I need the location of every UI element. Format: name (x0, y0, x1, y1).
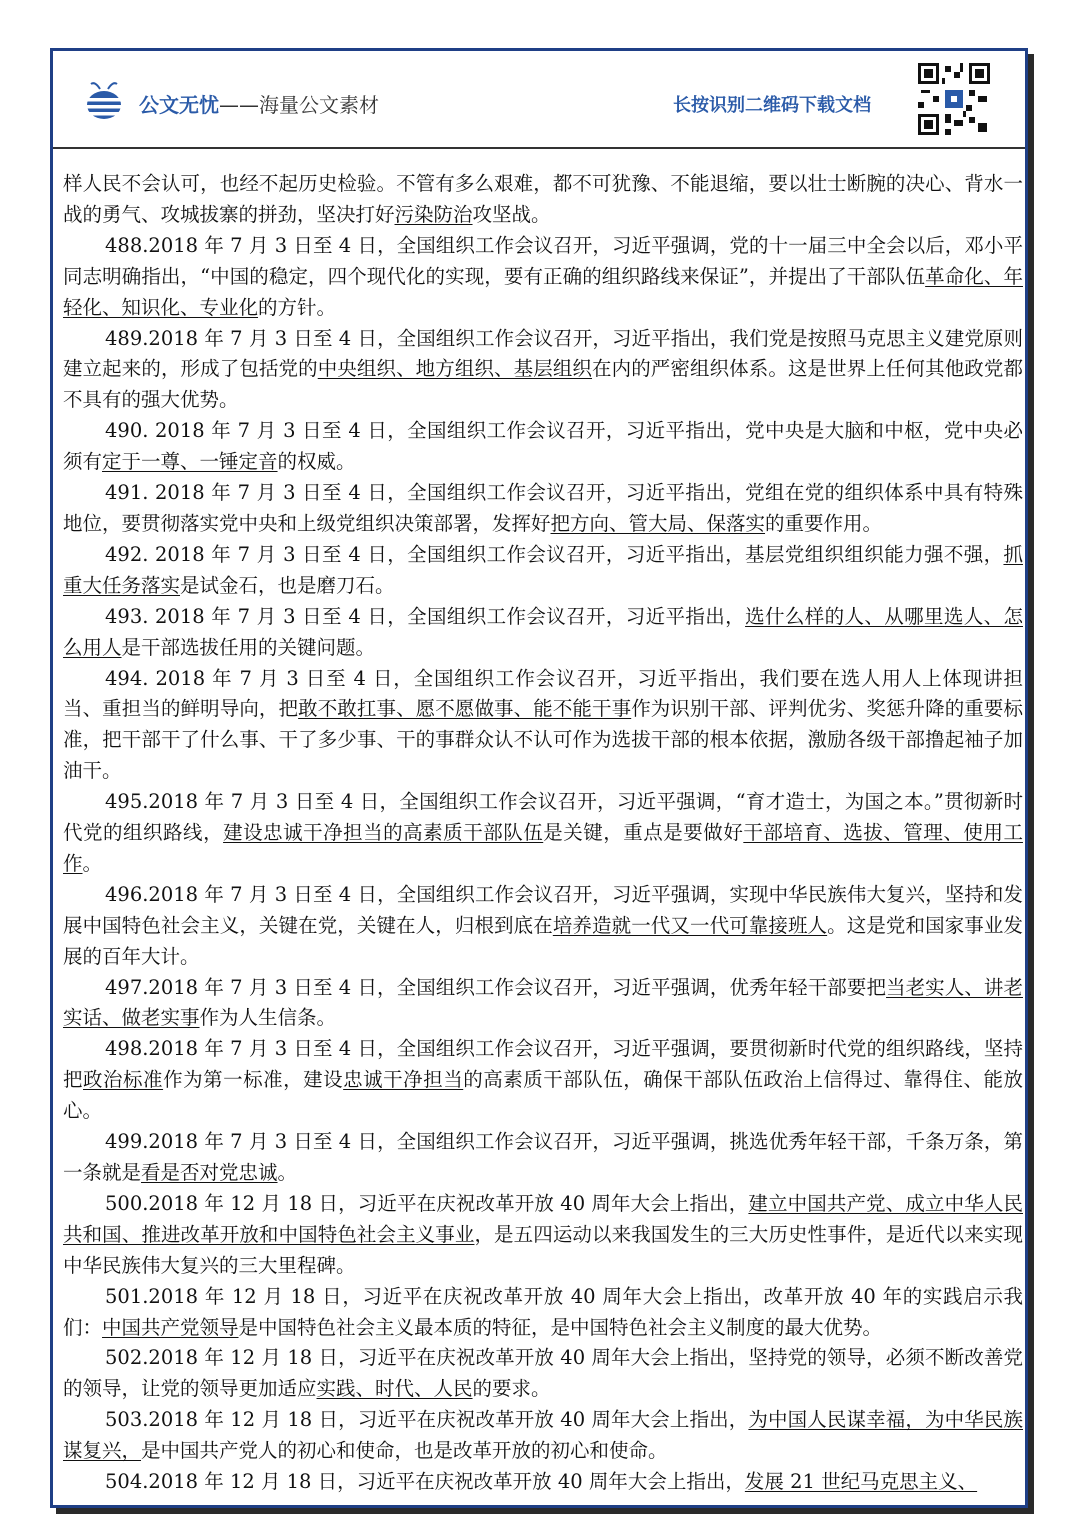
paragraph-number: 489. (105, 326, 149, 350)
page-frame (50, 48, 1028, 1508)
paragraph-text: 。 (277, 1161, 298, 1184)
paragraph-text: 2018 年 7 月 3 日至 4 日，全国组织工作会议召开，习近平强调，优秀年轻干部要把 (148, 975, 887, 999)
underlined-keyphrase: 建设忠诚干净担当的高素质干部队伍 (223, 821, 544, 845)
paragraph-text: 作为识别干部、评判优劣、奖惩升降的重要标准，把干部干了什么事、干了多少事、干的事群众认不认可作为选拔干部的根本依据，激励各级干部撸起袖子加油干。 (63, 697, 1023, 783)
paragraph (63, 1282, 1023, 1344)
paragraph-text: 的高素质干部队伍，确保干部队伍政治上信得过、靠得住、能放心。 (63, 1068, 1023, 1123)
paragraph-text: 2018 年 7 月 3 日至 4 日，全国组织工作会议召开，习近平强调，党的十一届三中全会以后，邓小平同志明确指出，“中国的稳定，四个现代化的实现，要有正确的组织路线来保证”，并提出了干部队伍 (63, 233, 1023, 288)
underlined-keyphrase: 抓重大任务落实 (63, 542, 1023, 597)
document-body (63, 169, 1023, 1498)
paragraph-number: 491. (105, 481, 155, 505)
paragraph-text: 在内的严密组织体系。这是世界上任何其他政党都不具有的强大优势。 (63, 357, 1023, 412)
paragraph-text: 2018 年 7 月 3 日至 4 日，全国组织工作会议召开，习近平强调，要贯彻新时代党的组织路线，坚持把 (63, 1037, 1023, 1092)
paragraph (63, 1189, 1023, 1282)
paragraph-text: 是试金石，也是磨刀石。 (180, 573, 395, 597)
paragraph-number: 501. (105, 1284, 149, 1308)
paragraph-text: 2018 年 7 月 3 日至 4 日，全国组织工作会议召开，习近平强调，实现中华民族伟大复兴，坚持和发展中国特色社会主义，关键在党，关键在人，归根到底在 (63, 882, 1023, 937)
paragraph (63, 169, 1023, 231)
paragraph-text: 。 (82, 851, 103, 875)
paragraph-number: 495. (105, 790, 149, 814)
paragraph (63, 1034, 1023, 1127)
paragraph-text: 是中国特色社会主义最本质的特征，是中国特色社会主义制度的最大优势。 (238, 1315, 883, 1339)
paragraph-text: 2018 年 7 月 3 日至 4 日，全国组织工作会议召开，习近平指出，我们要在选人用人上体现讲担当、重担当的鲜明导向，把 (63, 666, 1023, 721)
paragraph-text: 2018 年 7 月 3 日至 4 日，全国组织工作会议召开，习近平指出，党中央是大脑和中枢，党中央必须有 (63, 419, 1023, 474)
brand-name: 公文无忧 (139, 93, 219, 117)
paragraph-text: 2018 年 7 月 3 日至 4 日，全国组织工作会议召开，习近平指出，我们党是按照马克思主义建党原则建立起来的，形成了包括党的 (63, 326, 1023, 381)
underlined-keyphrase: 革命化、年轻化、知识化、专业化 (63, 264, 1023, 319)
paragraph-number: 488. (105, 233, 149, 257)
paragraph (63, 231, 1023, 324)
underlined-keyphrase: 建立中国共产党、成立中华人民共和国、推进改革开放和中国特色社会主义事业 (63, 1191, 1023, 1246)
paragraph-text: 2018 年 12 月 18 日，习近平在庆祝改革开放 40 周年大会上指出， (148, 1470, 745, 1494)
paragraph (63, 1343, 1023, 1405)
paragraph (63, 540, 1023, 602)
paragraph-text: 2018 年 12 月 18 日，习近平在庆祝改革开放 40 周年大会上指出， (148, 1408, 749, 1432)
paragraph-number: 490. (105, 419, 155, 443)
paragraph-text: 2018 年 7 月 3 日至 4 日，全国组织工作会议召开，习近平强调，挑选优秀年轻干部，千条万条，第一条就是 (63, 1130, 1023, 1184)
paragraph-number: 504. (105, 1470, 149, 1494)
underlined-keyphrase: 发展 21 世纪马克思主义、 (744, 1470, 978, 1494)
underlined-keyphrase: 把方向、管大局、保落实 (550, 511, 766, 535)
paragraph-text: 。这是党和国家事业发展的百年大计。 (63, 913, 1023, 968)
bee-icon (83, 81, 125, 123)
paragraph-text: 2018 年 12 月 18 日，习近平在庆祝改革开放 40 周年大会上指出，坚持党的领导，必须不断改善党的领导，让党的领导更加适应 (63, 1346, 1023, 1401)
paragraph (63, 602, 1023, 664)
paragraph (63, 664, 1023, 788)
paragraph-text: 2018 年 7 月 3 日至 4 日，全国组织工作会议召开，习近平指出， (155, 604, 746, 628)
paragraph-number: 499. (105, 1130, 149, 1154)
paragraph-number: 498. (105, 1037, 149, 1061)
paragraph-number: 493. (105, 604, 155, 628)
paragraph-text: 样人民不会认可，也经不起历史检验。不管有多么艰难，都不可犹豫、不能退缩，要以壮士断腕的决心、背水一战的勇气、攻城拔寨的拼劲，坚决打好 (63, 172, 1023, 226)
paragraph-text: 2018 年 7 月 3 日至 4 日，全国组织工作会议召开，习近平指出，基层党组织组织能力强不强， (155, 542, 1004, 566)
paragraph-text: 是中国共产党人的初心和使命，也是改革开放的初心和使命。 (141, 1439, 668, 1463)
paragraph (63, 973, 1023, 1035)
paragraph (63, 880, 1023, 973)
paragraph-text: 是关键，重点是要做好 (543, 821, 744, 845)
paragraph-text: 的权威。 (277, 450, 356, 474)
paragraph-number: 502. (105, 1346, 149, 1370)
page-header (53, 51, 1025, 149)
paragraph-number: 497. (105, 975, 149, 999)
paragraph-text: ，是五四运动以来我国发生的三大历史性事件，是近代以来实现中华民族伟大复兴的三大里程碑。 (63, 1222, 1023, 1277)
paragraph-text: 2018 年 7 月 3 日至 4 日，全国组织工作会议召开，习近平指出，党组在党的组织体系中具有特殊地位，要贯彻落实党中央和上级党组织决策部署，发挥好 (63, 481, 1023, 535)
qr-code-icon[interactable] (918, 63, 990, 135)
underlined-keyphrase: 为中国人民谋幸福，为中华民族谋复兴， (63, 1408, 1023, 1463)
paragraph-text: 的要求。 (472, 1377, 551, 1401)
paragraph-number: 496. (105, 882, 149, 906)
paragraph (63, 324, 1023, 417)
paragraph-text: 2018 年 12 月 18 日，习近平在庆祝改革开放 40 周年大会上指出， (148, 1191, 749, 1215)
paragraph-number: 503. (105, 1408, 149, 1432)
paragraph-number: 492. (105, 542, 155, 566)
paragraph-text: 的重要作用。 (765, 511, 883, 535)
underlined-keyphrase: 看是否对党忠诚 (141, 1161, 278, 1184)
paragraph (63, 787, 1023, 880)
underlined-keyphrase: 中央组织、地方组织、基层组织 (317, 357, 593, 381)
paragraph-text: 是干部选拔任用的关键问题。 (121, 635, 376, 659)
brand (139, 89, 379, 118)
underlined-keyphrase: 干部培育、选拔、管理、使用工作 (63, 821, 1023, 875)
paragraph-text: 作为人生信条。 (199, 1006, 337, 1030)
underlined-keyphrase: 实践、时代、人民 (316, 1377, 473, 1401)
underlined-keyphrase: 选什么样的人、从哪里选人、怎么用人 (63, 604, 1023, 659)
underlined-keyphrase: 培养造就一代又一代可靠接班人 (552, 913, 828, 937)
paragraph-text: 2018 年 12 月 18 日，习近平在庆祝改革开放 40 周年大会上指出，改革开放 40 年的实践启示我们： (63, 1284, 1023, 1339)
paragraph-text: 作为第一标准，建设 (163, 1068, 344, 1092)
paragraph-text: 2018 年 7 月 3 日至 4 日，全国组织工作会议召开，习近平强调，“育才造士，为国之本。”贯彻新时代党的组织路线， (63, 790, 1023, 845)
paragraph (63, 1127, 1023, 1189)
paragraph-text: 的方针。 (258, 295, 337, 319)
paragraph-number: 494. (105, 666, 156, 690)
paragraph (63, 1467, 1023, 1498)
paragraph (63, 478, 1023, 540)
underlined-keyphrase: 定于一尊、一锤定音 (102, 450, 278, 474)
underlined-keyphrase: 当老实人、讲老实话、做老实事 (63, 975, 1023, 1030)
underlined-keyphrase: 中国共产党领导 (102, 1315, 239, 1339)
download-hint: 长按识别二维码下载文档 (673, 95, 871, 116)
paragraph-text: 攻坚战。 (472, 202, 551, 226)
underlined-keyphrase: 忠诚干净担当 (343, 1068, 464, 1092)
underlined-keyphrase: 敢不敢扛事、愿不愿做事、能不能干事 (298, 697, 632, 721)
paragraph (63, 1405, 1023, 1467)
underlined-keyphrase: 污染防治 (394, 202, 473, 226)
brand-tagline: ——海量公文素材 (219, 93, 379, 117)
paragraph-number: 500. (105, 1191, 149, 1215)
paragraph (63, 416, 1023, 478)
underlined-keyphrase: 政治标准 (83, 1068, 164, 1092)
